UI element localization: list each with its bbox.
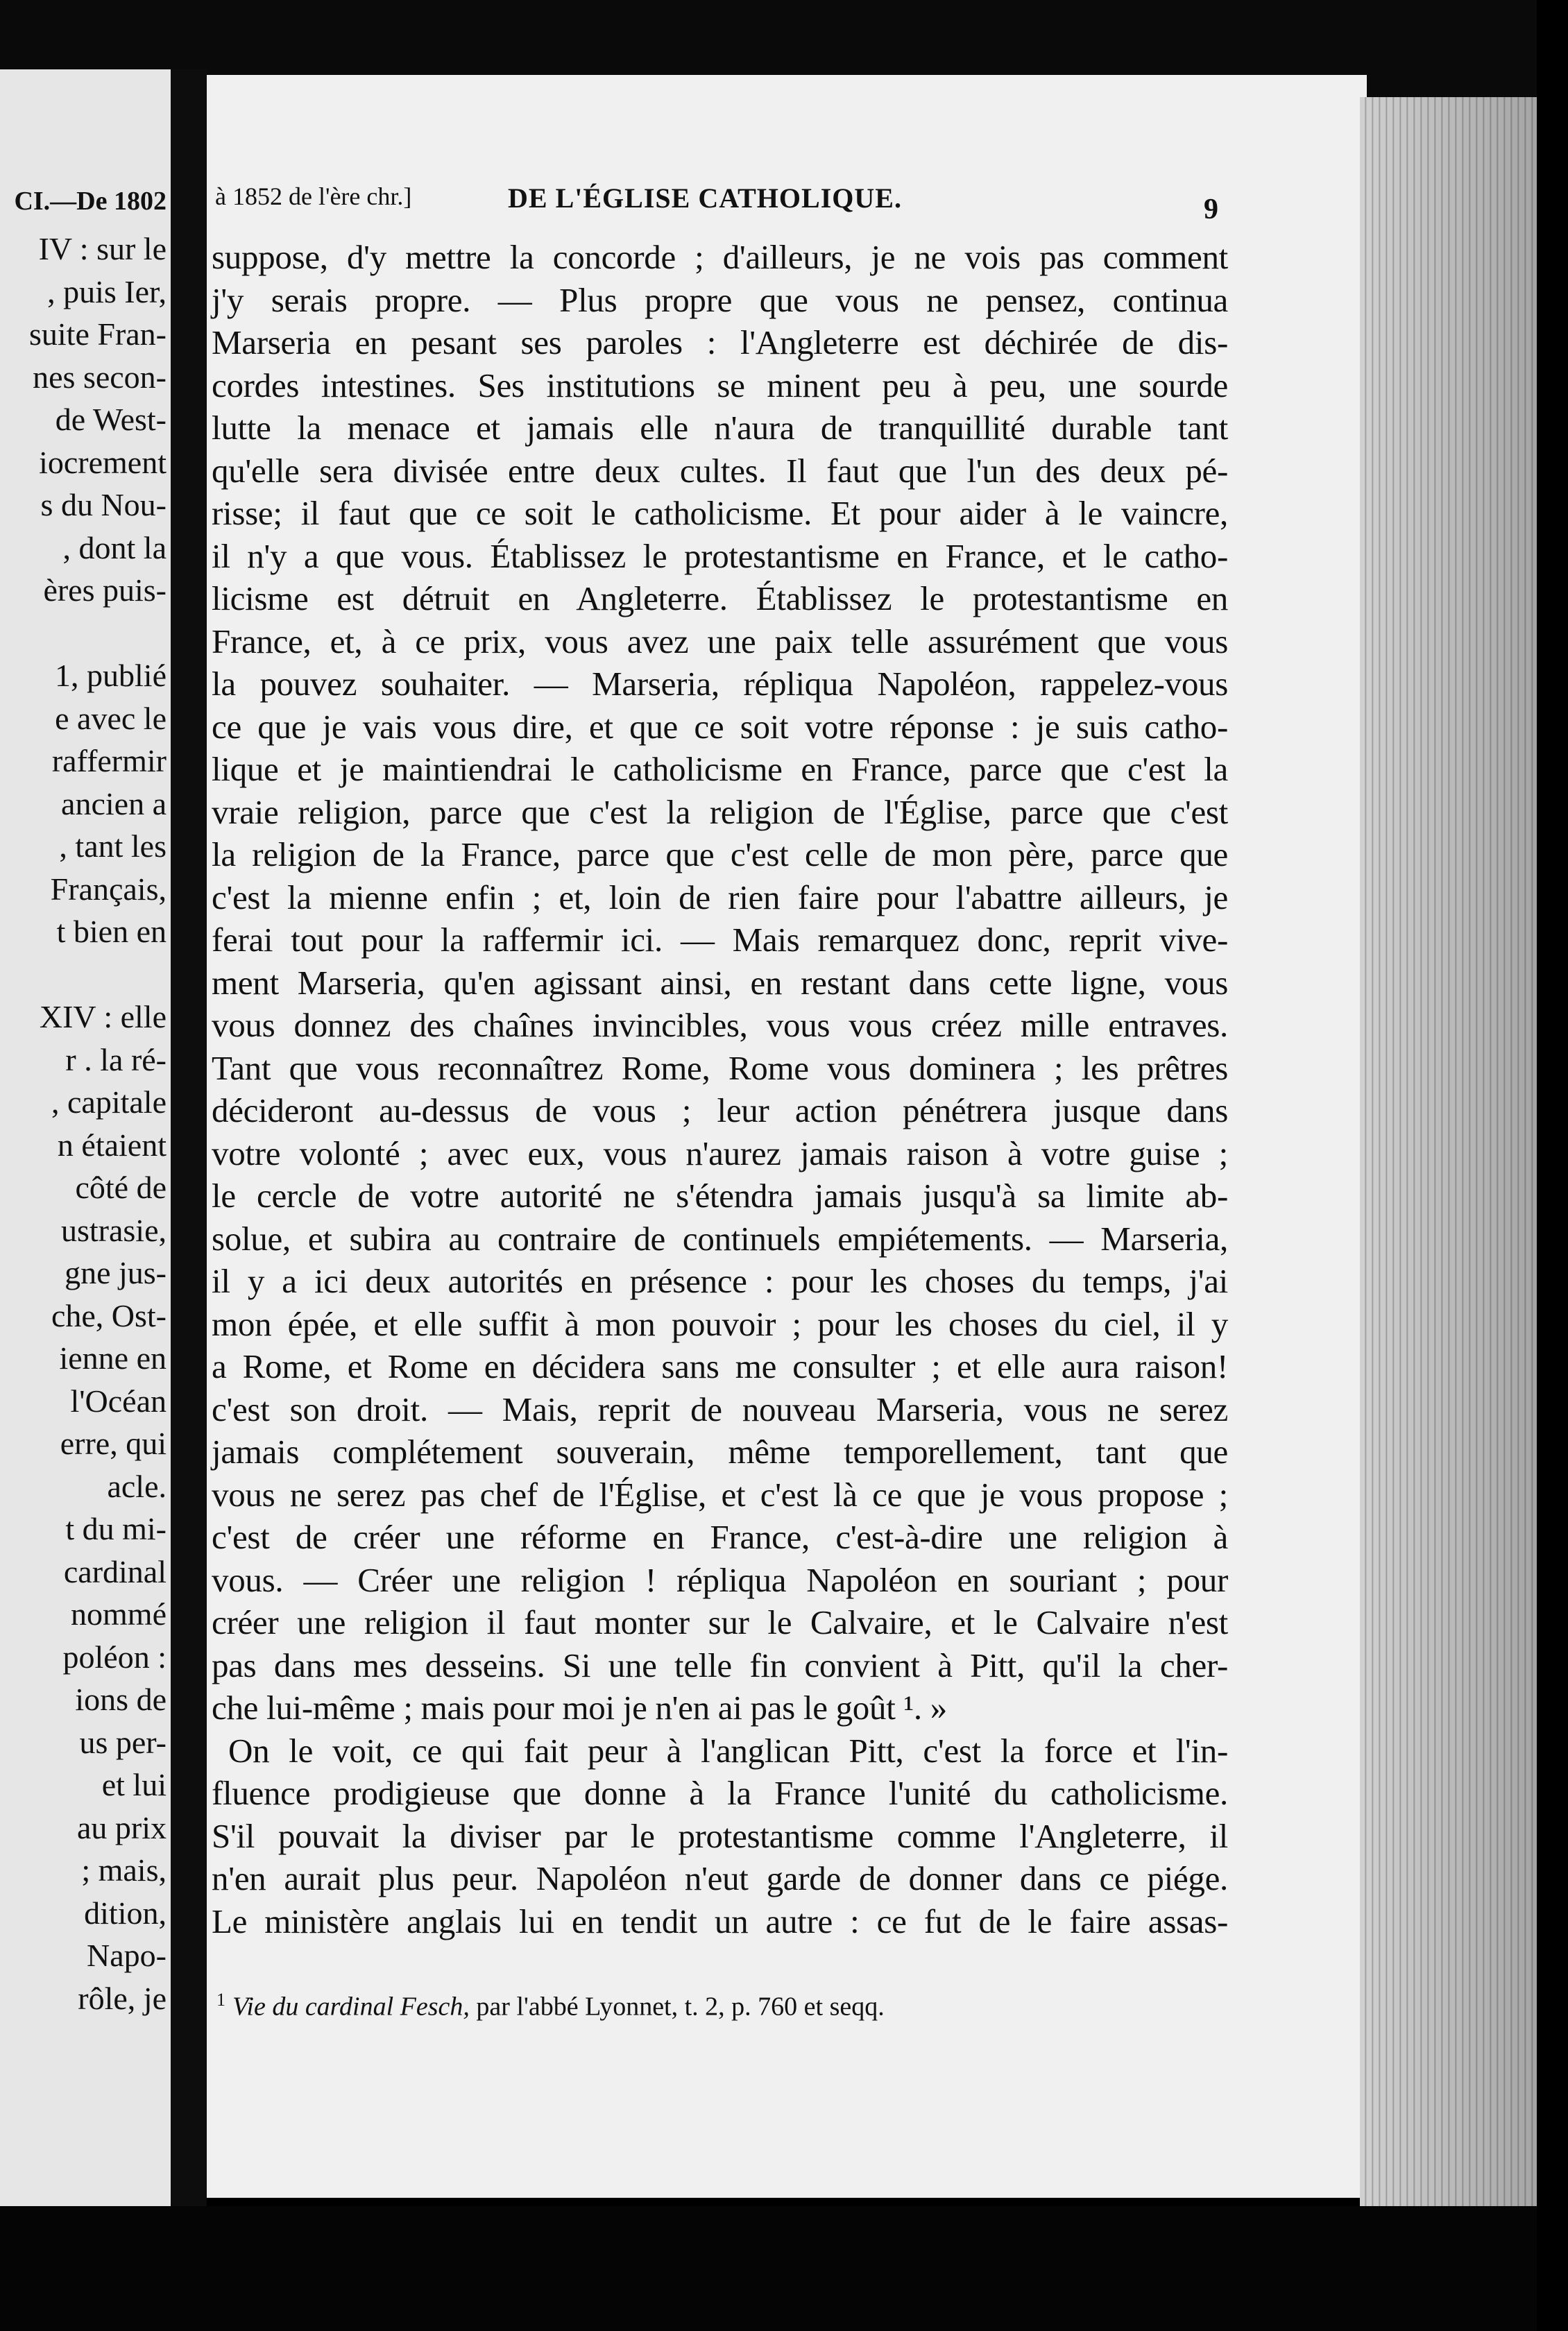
facing-page-running-head: CI.—De 1802 (14, 187, 167, 216)
text-line: vous. — Créer une religion ! répliqua Napoléon en souriant ; pour (212, 1560, 1228, 1599)
text-line: qu'elle sera divisée entre deux cultes. Il faut que l'un des deux pé- (212, 451, 1228, 490)
text-line: risse; il faut que ce soit le catholicisme. Et pour aider à le vaincre, (212, 494, 1228, 532)
facing-page-line: ienne en (59, 1340, 167, 1376)
facing-page-line: gne jus- (65, 1255, 167, 1290)
running-head (215, 182, 1228, 216)
facing-page-line: IV : sur le (38, 231, 167, 266)
text-line: mon épée, et elle suffit à mon pouvoir ; pour les choses du ciel, il y (212, 1304, 1228, 1343)
text-line: ment Marseria, qu'en agissant ainsi, en restant dans cette ligne, vous (212, 963, 1228, 1002)
text-line: c'est de créer une réforme en France, c'est-à-dire une religion à (212, 1518, 1228, 1556)
text-line: Marseria en pesant ses paroles : l'Angleterre est déchirée de dis- (212, 323, 1228, 361)
facing-page-line: raffermir (51, 743, 167, 778)
facing-page-line: iocrement (39, 444, 167, 480)
facing-page-line: suite Fran- (28, 316, 167, 352)
running-head-dates: à 1852 de l'ère chr.] (215, 182, 412, 210)
footnote (216, 1990, 1188, 2022)
facing-page-line: che, Ost- (51, 1297, 167, 1333)
text-line: vraie religion, parce que c'est la religion de l'Église, parce que c'est (212, 792, 1228, 831)
facing-page-line: acle. (107, 1468, 167, 1504)
facing-page-line: , capitale (51, 1084, 167, 1120)
facing-page-line: s du Nou- (40, 487, 167, 522)
text-line: cordes intestines. Ses institutions se minent peu à peu, une sourde (212, 366, 1228, 404)
facing-page-line: dition, (84, 1895, 167, 1931)
facing-page-line: n étaient (57, 1127, 167, 1163)
facing-page-line: t du mi- (65, 1511, 167, 1546)
facing-page-line: nommé (71, 1596, 167, 1632)
text-line: On le voit, ce qui fait peur à l'anglican Pitt, c'est la force et l'in- (228, 1731, 1228, 1770)
facing-page-line: ustrasie, (60, 1212, 167, 1248)
facing-page-line: et lui (101, 1767, 167, 1802)
text-line: le cercle de votre autorité ne s'étendra jamais jusqu'à sa limite ab- (212, 1177, 1228, 1215)
facing-page-line: cardinal (63, 1553, 167, 1589)
text-line: a Rome, et Rome en décidera sans me consulter ; et elle aura raison! (212, 1347, 1228, 1385)
text-line: suppose, d'y mettre la concorde ; d'ailleurs, je ne vois pas comment (212, 238, 1228, 276)
text-line: ferai tout pour la raffermir ici. — Mais remarquez donc, reprit vive- (212, 921, 1228, 959)
text-line: Tant que vous reconnaîtrez Rome, Rome vous dominera ; les prêtres (212, 1048, 1228, 1087)
facing-page-line: au prix (76, 1809, 167, 1845)
footnote-mark: 1 (216, 1990, 225, 2010)
facing-page-line: , tant les (59, 828, 167, 864)
text-line: c'est la mienne enfin ; et, loin de rien faire pour l'abattre ailleurs, je (212, 878, 1228, 916)
text-line: licisme est détruit en Angleterre. Établissez le protestantisme en (212, 579, 1228, 617)
text-line: lutte la menace et jamais elle n'aura de tranquillité durable tant (212, 409, 1228, 447)
scan-border-right (1537, 0, 1568, 2331)
text-line: la pouvez souhaiter. — Marseria, répliqua Napoléon, rappelez-vous (212, 665, 1228, 703)
facing-page-line: ancien a (61, 785, 167, 821)
facing-page-line: us per- (79, 1724, 167, 1760)
facing-page-line: e avec le (55, 700, 167, 736)
facing-page-line: de West- (55, 402, 167, 437)
text-line: vous donnez des chaînes invincibles, vous vous créez mille entraves. (212, 1006, 1228, 1044)
facing-page-line: t bien en (56, 914, 167, 949)
facing-page-line: Français, (50, 871, 167, 907)
text-line: la religion de la France, parce que c'est celle de mon père, parce que (212, 835, 1228, 873)
facing-page-line: 1, publié (55, 658, 167, 693)
text-line: fluence prodigieuse que donne à la France l'unité du catholicisme. (212, 1774, 1228, 1812)
facing-page-line: poléon : (62, 1639, 167, 1675)
facing-page-line: ; mais, (81, 1852, 167, 1888)
text-line: créer une religion il faut monter sur le Calvaire, et le Calvaire n'est (212, 1603, 1228, 1641)
text-line: il y a ici deux autorités en présence : pour les choses du temps, j'ai (212, 1262, 1228, 1300)
footnote-title: Vie du cardinal Fesch, (232, 1992, 470, 2022)
facing-page-fragment (0, 69, 171, 2206)
page-number: 9 (1204, 194, 1218, 225)
text-line: ce que je vais vous dire, et que ce soit votre réponse : je suis catho- (212, 707, 1228, 746)
text-line: France, et, à ce prix, vous avez une paix telle assurément que vous (212, 622, 1228, 660)
facing-page-line: rôle, je (78, 1980, 167, 2016)
facing-page-line: l'Océan (70, 1383, 167, 1419)
text-line: vous ne serez pas chef de l'Église, et c'est là ce que je vous propose ; (212, 1475, 1228, 1514)
text-line: n'en aurait plus peur. Napoléon n'eut garde de donner dans ce piége. (212, 1859, 1228, 1897)
facing-page-line: , puis Ier, (47, 273, 167, 309)
facing-page-line: ions de (75, 1682, 167, 1717)
facing-page-line: côté de (75, 1170, 167, 1205)
facing-page-line (0, 612, 167, 655)
facing-page-line: r . la ré- (65, 1041, 167, 1077)
page-edges (1360, 97, 1537, 2206)
facing-page-line: ères puis- (43, 572, 167, 608)
text-line: c'est son droit. — Mais, reprit de nouveau Marseria, vous ne serez (212, 1390, 1228, 1428)
facing-page-line: , dont la (62, 529, 167, 565)
facing-page-line: erre, qui (60, 1426, 167, 1461)
text-line: S'il pouvait la diviser par le protestantisme comme l'Angleterre, il (212, 1816, 1228, 1855)
facing-page-text (0, 228, 167, 2020)
book-gutter (171, 69, 207, 2206)
running-head-title: DE L'ÉGLISE CATHOLIQUE. (508, 182, 902, 214)
scan-border-bottom (0, 2206, 1568, 2331)
text-line: pas dans mes desseins. Si une telle fin convient à Pitt, qu'il la cher- (212, 1646, 1228, 1684)
footnote-citation: par l'abbé Lyonnet, t. 2, p. 760 et seqq. (476, 1992, 885, 2022)
text-line: votre volonté ; avec eux, vous n'aurez jamais raison à votre guise ; (212, 1134, 1228, 1172)
facing-page-line: nes secon- (33, 359, 167, 395)
facing-page-line: XIV : elle (39, 999, 167, 1034)
body-text (212, 236, 1228, 1942)
text-line: solue, et subira au contraire de continuels empiétements. — Marseria, (212, 1219, 1228, 1258)
facing-page-line (0, 953, 167, 996)
facing-page-line: Napo- (87, 1938, 167, 1973)
text-line: il n'y a que vous. Établissez le protestantisme en France, et le catho- (212, 536, 1228, 575)
text-line: j'y serais propre. — Plus propre que vous ne pensez, continua (212, 280, 1228, 319)
text-line: lique et je maintiendrai le catholicisme en France, parce que c'est la (212, 750, 1228, 788)
text-line: décideront au-dessus de vous ; leur action pénétrera jusque dans (212, 1091, 1228, 1129)
text-line: Le ministère anglais lui en tendit un autre : ce fut de le faire assas- (212, 1902, 1228, 1940)
text-line: jamais complétement souverain, même temporellement, tant que (212, 1433, 1228, 1471)
text-line: che lui-même ; mais pour moi je n'en ai pas le goût ¹. » (212, 1689, 947, 1727)
